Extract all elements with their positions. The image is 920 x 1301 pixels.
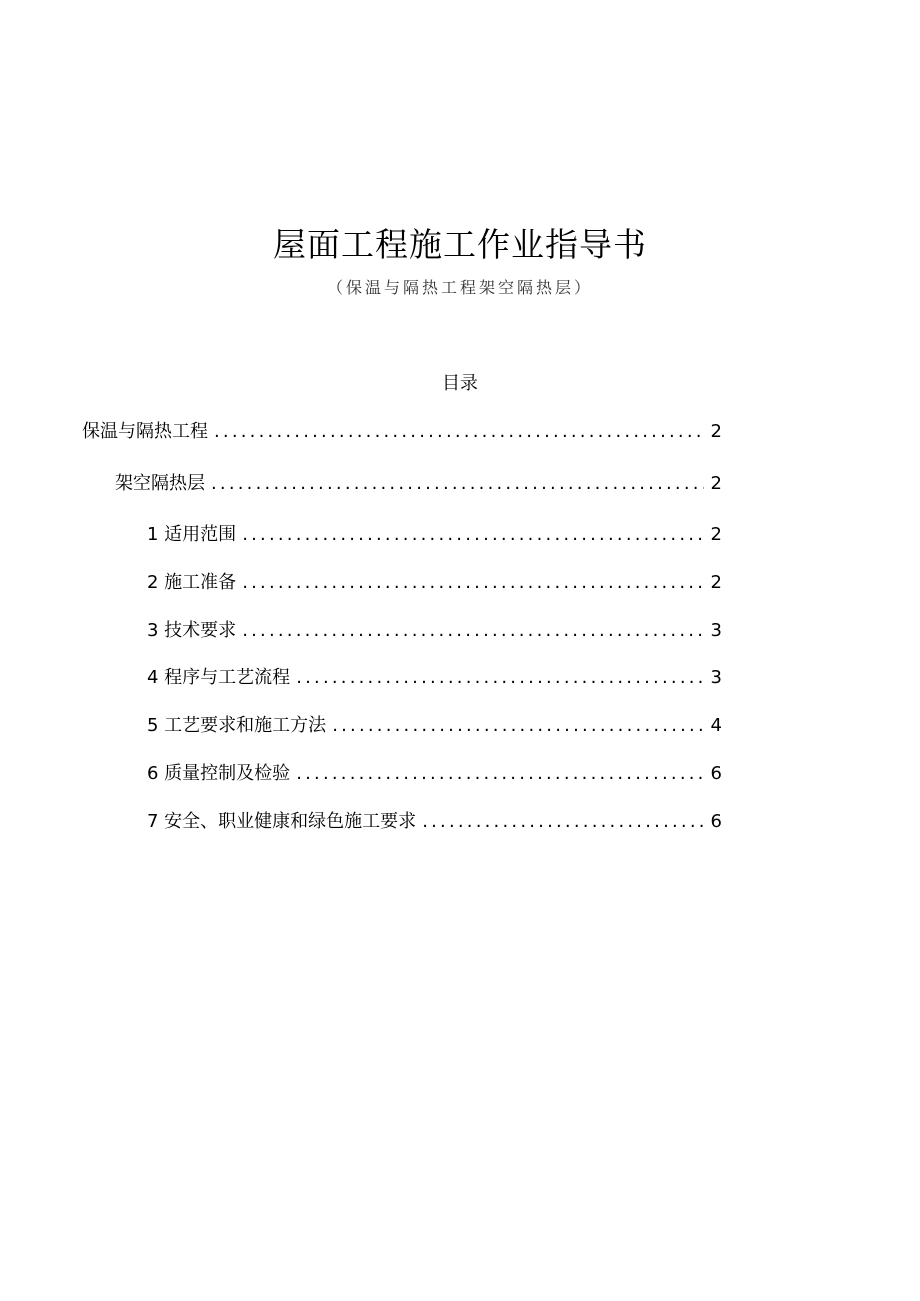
toc-entry-level3[interactable] bbox=[147, 522, 722, 548]
toc-entry-level3[interactable] bbox=[147, 570, 722, 596]
toc-entry-page: 2 bbox=[710, 572, 722, 593]
toc-entry-page: 3 bbox=[710, 620, 722, 641]
toc-leader-dots bbox=[211, 471, 704, 497]
toc-leader-dots bbox=[332, 713, 704, 739]
toc-leader-dots bbox=[242, 570, 704, 596]
toc-leader-dots bbox=[422, 809, 704, 835]
toc-entry-label: 6 质量控制及检验 bbox=[147, 763, 291, 784]
toc-entry-level2[interactable] bbox=[115, 471, 722, 497]
toc-entry-level1[interactable] bbox=[82, 419, 722, 445]
toc-entry-label: 3 技术要求 bbox=[147, 620, 237, 641]
toc-entry-label: 保温与隔热工程 bbox=[82, 421, 208, 442]
toc-entry-page: 2 bbox=[710, 473, 722, 494]
toc-leader-dots bbox=[214, 419, 704, 445]
toc-entry-page: 6 bbox=[710, 763, 722, 784]
toc-leader-dots bbox=[242, 522, 704, 548]
toc-leader-dots bbox=[296, 761, 704, 787]
toc-entry-label: 架空隔热层 bbox=[115, 473, 205, 494]
document-subtitle: （保温与隔热工程架空隔热层） bbox=[326, 278, 593, 297]
toc-entry-page: 2 bbox=[710, 421, 722, 442]
toc-entry-level3[interactable] bbox=[147, 761, 722, 787]
toc-leader-dots bbox=[242, 618, 704, 644]
toc-entry-level3[interactable] bbox=[147, 713, 722, 739]
toc-entry-label: 1 适用范围 bbox=[147, 524, 237, 545]
toc-entry-label: 5 工艺要求和施工方法 bbox=[147, 715, 327, 736]
toc-entry-page: 4 bbox=[710, 715, 722, 736]
toc-entry-page: 3 bbox=[710, 667, 722, 688]
toc-entry-label: 2 施工准备 bbox=[147, 572, 237, 593]
toc-entry-page: 2 bbox=[710, 524, 722, 545]
toc-entry-level3[interactable] bbox=[147, 665, 722, 691]
document-title: 屋面工程施工作业指导书 bbox=[273, 225, 647, 265]
toc-entry-page: 6 bbox=[710, 811, 722, 832]
toc-leader-dots bbox=[296, 665, 704, 691]
toc-entry-label: 4 程序与工艺流程 bbox=[147, 667, 291, 688]
toc-entry-level3[interactable] bbox=[147, 809, 722, 835]
toc-heading: 目录 bbox=[442, 373, 478, 394]
toc-entry-label: 7 安全、职业健康和绿色施工要求 bbox=[147, 811, 417, 832]
toc-entry-level3[interactable] bbox=[147, 618, 722, 644]
